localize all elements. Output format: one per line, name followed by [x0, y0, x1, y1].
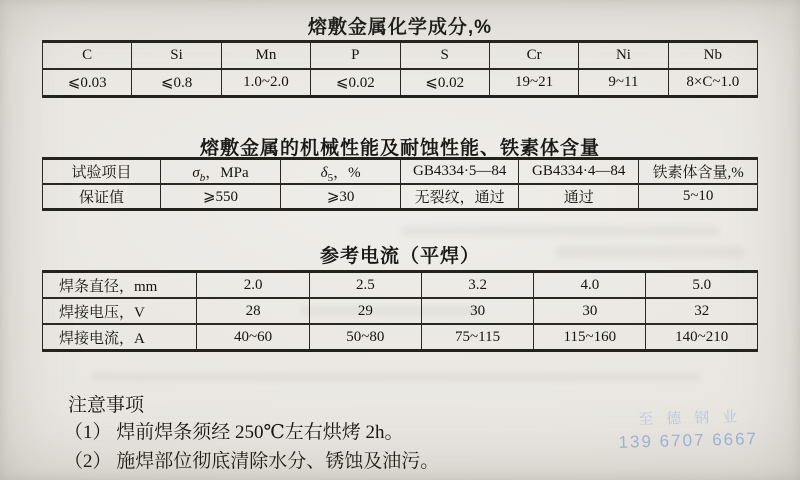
column-header-p: P [311, 42, 400, 70]
row-label-voltage: 焊接电压，V [43, 298, 197, 324]
watermark [595, 405, 780, 454]
value-cell: 2.0 [197, 272, 309, 299]
column-header-cr: Cr [489, 42, 578, 70]
value-cell: 1.0~2.0 [221, 69, 310, 97]
value-cell: 115~160 [534, 324, 646, 351]
value-cell: 50~80 [309, 324, 421, 351]
table-header-row [43, 42, 758, 70]
column-header-gb4334-4: GB4334·4—84 [519, 159, 639, 185]
sigma-symbol: σ [192, 165, 200, 181]
value-cell: 32 [646, 298, 758, 324]
row-label-diameter: 焊条直径，mm [43, 272, 197, 299]
value-cell: 30 [421, 298, 533, 324]
reference-current-title: 参考电流（平焊） [319, 246, 480, 267]
value-cell: ⩽0.02 [311, 69, 400, 97]
watermark-company-name: 至德钢业 [638, 408, 751, 429]
value-cell: 28 [197, 298, 309, 324]
column-header-s: S [400, 42, 489, 70]
value-cell: 29 [309, 298, 421, 324]
column-header-ni: Ni [579, 42, 668, 70]
column-header-elongation [281, 159, 401, 185]
value-cell: ⩽0.8 [132, 69, 221, 97]
value-cell: ⩽0.02 [400, 69, 489, 97]
value-cell: ⩾550 [160, 184, 280, 210]
sigma-subscript: b [199, 172, 206, 184]
chemical-composition-table [42, 40, 758, 98]
mechanical-properties-title: 熔敷金属的机械性能及耐蚀性能、铁素体含量 [199, 138, 600, 159]
delta-subscript: 5 [327, 172, 334, 184]
table-row-current [43, 324, 758, 351]
column-header-tensile-strength [160, 159, 280, 185]
value-cell: 3.2 [421, 272, 533, 299]
column-header-gb4334-5: GB4334·5—84 [401, 159, 519, 185]
welding-current-table [42, 270, 758, 352]
note-item-1: （1） 焊前焊条须经 250℃左右烘烤 2h。 [64, 422, 404, 443]
row-label: 保证值 [43, 184, 161, 210]
notes-heading: 注意事项 [68, 395, 145, 416]
watermark-phone-number: 139 6707 6667 [618, 429, 759, 452]
table-header-row [43, 159, 758, 185]
column-header-test-item: 试验项目 [43, 159, 161, 185]
value-cell: 140~210 [646, 324, 758, 351]
scan-smudge [400, 226, 720, 236]
row-label-current: 焊接电流，A [43, 324, 197, 351]
delta-symbol: δ [320, 165, 328, 181]
value-cell: 无裂纹，通过 [401, 184, 519, 210]
value-cell: 30 [534, 298, 646, 324]
value-cell: ⩾30 [281, 184, 401, 210]
table-row [43, 184, 758, 210]
column-header-c: C [43, 42, 132, 70]
column-header-nb: Nb [668, 42, 757, 70]
table-row-voltage [43, 298, 758, 324]
note-item-2: （2） 施焊部位彻底清除水分、锈蚀及油污。 [64, 451, 440, 472]
table-row [43, 69, 758, 97]
value-cell: 19~21 [489, 69, 578, 97]
column-header-si: Si [132, 42, 221, 70]
value-cell: 4.0 [534, 272, 646, 299]
value-cell: 40~60 [197, 324, 309, 351]
value-cell: 5.0 [646, 272, 758, 299]
table-row-diameter [43, 272, 758, 299]
unit-label: ，MPa [205, 165, 249, 181]
value-cell: 2.5 [309, 272, 421, 299]
value-cell: 8×C~1.0 [668, 69, 757, 97]
column-header-mn: Mn [221, 42, 310, 70]
unit-label: ，% [333, 165, 361, 181]
value-cell: 9~11 [579, 69, 668, 97]
value-cell: 通过 [519, 184, 639, 210]
value-cell: ⩽0.03 [43, 69, 132, 97]
chemical-composition-title: 熔敷金属化学成分,% [307, 17, 493, 38]
column-header-ferrite-content: 铁素体含量,% [639, 159, 758, 185]
value-cell: 75~115 [421, 324, 533, 351]
mechanical-properties-table [42, 157, 758, 211]
scan-smudge [90, 373, 700, 381]
value-cell: 5~10 [639, 184, 758, 210]
